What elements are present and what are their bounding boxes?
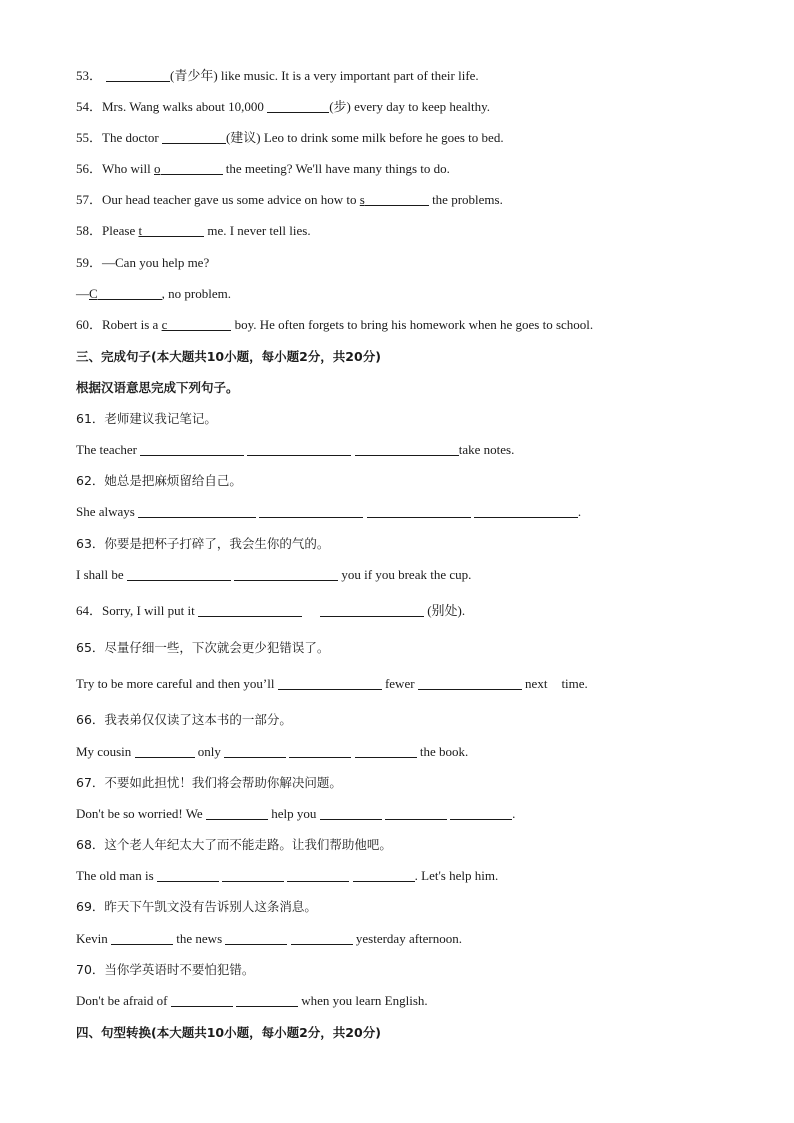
question-text: only (197, 744, 221, 759)
question-text: , no problem. (161, 286, 231, 301)
question-text: . (512, 806, 516, 821)
question-70 (76, 992, 428, 1010)
question-69 (76, 930, 462, 948)
question-text: 58．Please (76, 223, 136, 238)
question-59 (76, 254, 209, 272)
answer-blank[interactable] (450, 805, 512, 820)
answer-blank[interactable] (367, 503, 471, 518)
answer-blank[interactable] (140, 441, 244, 456)
question-text: The old man is (76, 868, 154, 883)
question-text: the news (176, 931, 223, 946)
question-number: 53． (76, 68, 103, 83)
question-text: the book. (419, 744, 469, 759)
answer-blank[interactable] (355, 441, 459, 456)
hint-letter: C (89, 286, 98, 301)
question-69-chinese: 69．昨天下午凯文没有告诉别人这条消息。 (76, 899, 317, 914)
section-3-heading: 三、完成句子(本大题共10小题，每小题2分，共20分) (76, 349, 381, 364)
answer-blank[interactable] (289, 743, 351, 758)
question-text: yesterday afternoon. (355, 931, 463, 946)
answer-blank[interactable] (236, 992, 298, 1007)
question-62 (76, 503, 581, 521)
answer-blank[interactable] (418, 675, 522, 690)
question-66-chinese: 66．我表弟仅仅读了这本书的一部分。 (76, 712, 292, 727)
question-text: I shall be (76, 567, 124, 582)
answer-blank[interactable] (287, 867, 349, 882)
question-text: the problems. (432, 192, 503, 207)
answer-blank[interactable] (162, 129, 226, 144)
question-58 (76, 222, 311, 240)
question-55 (76, 129, 504, 147)
answer-blank[interactable] (278, 675, 382, 690)
question-57 (76, 191, 503, 209)
question-53 (76, 67, 479, 85)
question-text: (别处). (427, 603, 466, 618)
answer-blank[interactable] (222, 867, 284, 882)
question-text: help you (271, 806, 317, 821)
question-text: next (525, 676, 548, 691)
hint-letter: o (154, 161, 161, 176)
question-66 (76, 743, 468, 761)
answer-blank[interactable] (355, 743, 417, 758)
question-text: My cousin (76, 744, 132, 759)
section-3-instruction: 根据汉语意思完成下列句子。 (76, 380, 239, 395)
dash: — (76, 286, 89, 301)
question-70-chinese: 70．当你学英语时不要怕犯错。 (76, 962, 255, 977)
question-text: Don't be afraid of (76, 993, 168, 1008)
question-text: 59．—Can you help me? (76, 255, 210, 270)
question-67 (76, 805, 515, 823)
answer-blank[interactable] (111, 930, 173, 945)
question-text: . Let's help him. (414, 868, 499, 883)
question-60 (76, 316, 593, 334)
answer-blank[interactable] (259, 503, 363, 518)
question-text: (步) every day to keep healthy. (329, 99, 491, 114)
answer-blank[interactable] (291, 930, 353, 945)
question-63-chinese: 63．你要是把杯子打碎了，我会生你的气的。 (76, 536, 330, 551)
question-65-chinese: 65．尽量仔细一些，下次就会更少犯错误了。 (76, 640, 330, 655)
answer-blank[interactable] (198, 602, 302, 617)
answer-blank[interactable] (353, 867, 415, 882)
question-68-chinese: 68．这个老人年纪太大了而不能走路。让我们帮助他吧。 (76, 837, 392, 852)
question-54 (76, 98, 490, 116)
answer-blank[interactable] (138, 503, 256, 518)
question-63 (76, 566, 471, 584)
answer-blank[interactable] (157, 867, 219, 882)
question-text: The teacher (76, 442, 137, 457)
answer-blank[interactable] (365, 191, 429, 206)
answer-blank[interactable] (385, 805, 447, 820)
question-text: (建议) Leo to drink some milk before he goes to bed. (225, 130, 504, 145)
answer-blank[interactable] (474, 503, 578, 518)
answer-blank[interactable] (106, 67, 170, 82)
question-text: 54．Mrs. Wang walks about 10,000 (76, 99, 264, 114)
question-61-chinese: 61．老师建议我记笔记。 (76, 411, 217, 426)
question-text: Try to be more careful and then you’ll (76, 676, 275, 691)
answer-blank[interactable] (127, 566, 231, 581)
question-text: when you learn English. (301, 993, 428, 1008)
question-62-chinese: 62．她总是把麻烦留给自己。 (76, 473, 242, 488)
question-65 (76, 675, 588, 693)
answer-blank[interactable] (225, 930, 287, 945)
question-text: time. (561, 676, 588, 691)
question-56 (76, 160, 450, 178)
answer-blank[interactable] (135, 743, 195, 758)
answer-blank[interactable] (224, 743, 286, 758)
hint-letter: s (359, 192, 365, 207)
question-68 (76, 867, 498, 885)
section-4-heading: 四、句型转换(本大题共10小题，每小题2分，共20分) (76, 1025, 381, 1040)
question-text: (青少年) like music. It is a very important part of their life. (170, 68, 479, 83)
question-text: 56．Who will (76, 161, 151, 176)
answer-blank[interactable] (247, 441, 351, 456)
question-text: 64．Sorry, I will put it (76, 603, 195, 618)
answer-blank[interactable] (171, 992, 233, 1007)
answer-blank[interactable] (267, 98, 329, 113)
question-text: 55．The doctor (76, 130, 159, 145)
answer-blank[interactable] (142, 222, 204, 237)
question-text: . (577, 504, 582, 519)
answer-blank[interactable] (320, 805, 382, 820)
question-text: 57．Our head teacher gave us some advice on how to (76, 192, 357, 207)
answer-blank[interactable] (161, 160, 223, 175)
question-text: you if you break the cup. (341, 567, 472, 582)
question-text: She always (76, 504, 135, 519)
question-61 (76, 441, 514, 459)
hint-letter: c (161, 317, 168, 332)
answer-blank[interactable] (320, 602, 424, 617)
answer-blank[interactable] (234, 566, 338, 581)
question-text: 60．Robert is a (76, 317, 159, 332)
question-text: me. I never tell lies. (207, 223, 311, 238)
question-text: fewer (384, 676, 415, 691)
question-text: the meeting? We'll have many things to do. (225, 161, 450, 176)
question-text: Kevin (76, 931, 108, 946)
answer-blank[interactable] (206, 805, 268, 820)
answer-blank[interactable] (98, 285, 162, 300)
hint-letter: t (138, 223, 143, 238)
question-text: Don't be so worried! We (76, 806, 203, 821)
question-text: boy. He often forgets to bring his homework when he goes to school. (234, 317, 594, 332)
question-text: take notes. (458, 442, 515, 457)
question-64 (76, 602, 465, 620)
question-59-reply (76, 285, 231, 303)
question-67-chinese: 67．不要如此担忧！我们将会帮助你解决问题。 (76, 775, 342, 790)
answer-blank[interactable] (167, 316, 231, 331)
